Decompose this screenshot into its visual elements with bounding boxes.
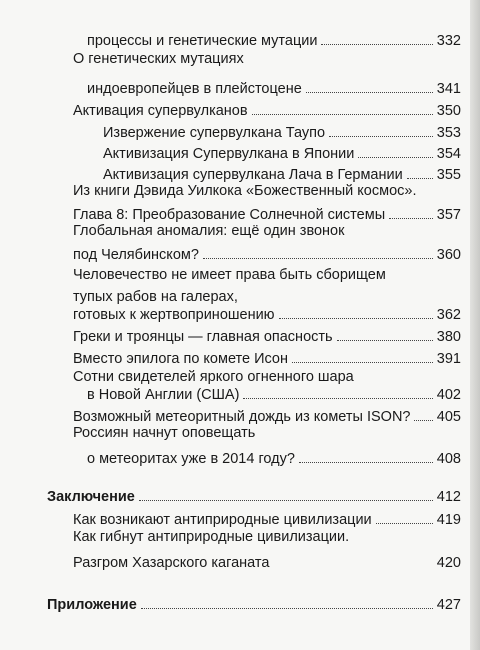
- toc-entry-page: 380: [436, 329, 461, 345]
- toc-entry: [73, 302, 461, 324]
- toc-entry-title: Извержение супервулкана Таупо: [103, 125, 326, 141]
- toc-entry-title: Человечество не имеет права быть сборищем: [73, 267, 386, 283]
- toc-entry-page: 354: [436, 146, 461, 162]
- toc-entry-title: Россиян начнут оповещать: [73, 425, 256, 441]
- dot-leader: [292, 362, 433, 363]
- toc-entry-page: 341: [436, 81, 461, 97]
- dot-leader: [299, 462, 433, 463]
- toc-entry: [73, 324, 461, 346]
- toc-section-title: Заключение: [47, 489, 135, 505]
- dot-leader: [273, 566, 432, 567]
- toc-entry-title: процессы и генетические мутации: [87, 33, 318, 49]
- toc-section: [47, 592, 461, 614]
- toc-entry-page: 427: [436, 597, 461, 613]
- toc-entry-title: в Новой Англии (США): [87, 387, 240, 403]
- dot-leader: [389, 218, 433, 219]
- dot-leader: [407, 178, 433, 179]
- toc-entry-page: 391: [436, 351, 461, 367]
- dot-leader: [329, 136, 433, 137]
- toc-entry-title: индоевропейцев в плейстоцене: [87, 81, 302, 97]
- dot-leader: [358, 157, 432, 158]
- toc-entry-title: Сотни свидетелей яркого огненного шара: [73, 369, 354, 385]
- toc-entry-title: О генетических мутациях: [73, 51, 244, 67]
- dot-leader: [279, 318, 433, 319]
- toc-entry-title: Глобальная аномалия: ещё один звонок: [73, 223, 345, 239]
- toc-entry-page: 355: [436, 167, 461, 183]
- toc-entry-page: 332: [436, 33, 461, 49]
- toc-entry-page: 402: [436, 387, 461, 403]
- toc-entry-title: Активизация Супервулкана в Японии: [103, 146, 355, 162]
- toc-entry-title: Как гибнут антиприродные цивилизации.: [73, 529, 350, 545]
- toc-entry: [87, 446, 461, 468]
- toc-entry-title: Вместо эпилога по комете Исон: [73, 351, 289, 367]
- toc-entry-page: 420: [436, 555, 461, 571]
- toc-entry: [73, 346, 461, 368]
- toc-entry: [87, 382, 461, 404]
- toc-entry-page: 412: [436, 489, 461, 505]
- toc-entry-title: Активация супервулканов: [73, 103, 248, 119]
- dot-leader: [243, 398, 432, 399]
- toc-entry-title: Из книги Дэвида Уилкока «Божественный космос».: [73, 183, 417, 199]
- toc-entry-page: 350: [436, 103, 461, 119]
- dot-leader: [141, 608, 433, 609]
- toc-entry-page: 357: [436, 207, 461, 223]
- toc-entry-page: 405: [436, 409, 461, 425]
- toc-entry-title: Разгром Хазарского каганата: [73, 555, 270, 571]
- dot-leader: [139, 500, 433, 501]
- dot-leader: [252, 114, 433, 115]
- toc-entry-page: 419: [436, 512, 461, 528]
- toc-entry-page: 408: [436, 451, 461, 467]
- toc-entry-title: Активизация супервулкана Лача в Германии: [103, 167, 403, 183]
- toc-entry-title: Греки и троянцы — главная опасность: [73, 329, 333, 345]
- dot-leader: [414, 420, 432, 421]
- toc-entry: [103, 120, 461, 142]
- toc-entry-title: о метеоритах уже в 2014 году?: [87, 451, 295, 467]
- toc-entry-title: готовых к жертвоприношению: [73, 307, 275, 323]
- dot-leader: [203, 258, 433, 259]
- toc-section: [47, 484, 461, 506]
- toc-entry-title: Как возникают антиприродные цивилизации: [73, 512, 372, 528]
- toc-entry-page: 353: [436, 125, 461, 141]
- dot-leader: [337, 340, 433, 341]
- toc-entry: [73, 550, 461, 572]
- toc-entry: [103, 141, 461, 163]
- toc-entry: [87, 76, 461, 98]
- page-edge: [470, 0, 480, 650]
- toc-entry: [73, 242, 461, 264]
- toc-entry: [73, 98, 461, 120]
- dot-leader: [321, 44, 432, 45]
- toc-entry-title: Возможный метеоритный дождь из кометы ISON?: [73, 409, 411, 425]
- toc-section-title: Приложение: [47, 597, 137, 613]
- toc-entry-title: тупых рабов на галерах,: [73, 289, 238, 305]
- dot-leader: [376, 523, 433, 524]
- toc-entry-title: Глава 8: Преобразование Солнечной системы: [73, 207, 386, 223]
- toc-entry-title: под Челябинском?: [73, 247, 199, 263]
- toc-entry: [87, 28, 461, 50]
- dot-leader: [306, 92, 433, 93]
- toc-entry-page: 360: [436, 247, 461, 263]
- toc-entry-page: 362: [436, 307, 461, 323]
